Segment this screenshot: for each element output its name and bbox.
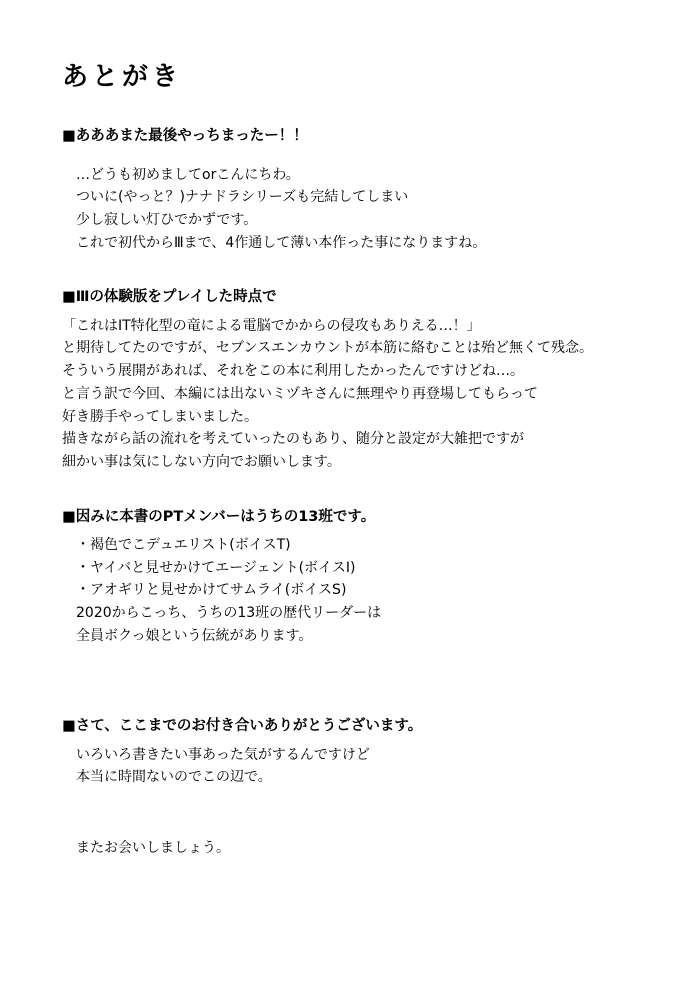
section-1-line-4: これで初代からⅢまで、4作通して薄い本作った事になりますね。 [76, 234, 487, 251]
closing-line: またお会いしましょう。 [76, 840, 230, 857]
spacer [62, 154, 636, 164]
section-2 [62, 286, 636, 473]
spacer [62, 276, 636, 286]
section-1-line-3: 少し寂しい灯ひでかずです。 [76, 212, 258, 228]
spacer [62, 496, 636, 506]
section-1 [62, 125, 636, 254]
section-3-line-1: ・褐色でこデュエリスト(ボイスT) [76, 536, 291, 553]
section-1-heading: ■あああまた最後やっちまったー！！ [62, 128, 308, 145]
section-2-line-5: 好き勝手やってしまいました。 [62, 408, 258, 425]
section-4-heading: ■さて、ここまでのお付き合いありがとうございます。 [62, 718, 423, 735]
section-3-line-4: 2020からこっち、うちの13班の歴代リーダーは [76, 605, 382, 621]
section-1-line-2: ついに(やっと？)ナナドラシリーズも完結してしまい [76, 189, 409, 206]
page-content [62, 62, 636, 860]
section-3-heading: ■因みに本書のPTメンバーはうちの13班です。 [62, 508, 376, 525]
section-3 [62, 506, 636, 648]
section-4 [62, 715, 636, 789]
section-3-line-2: ・ヤイバと見せかけてエージェント(ボイスI) [76, 559, 356, 576]
section-4-line-1: いろいろ書きたい事あった気がするんですけど [76, 746, 370, 763]
section-2-line-2: と期待してたのですが、セブンスエンカウントが本筋に絡むことは殆ど無くて残念。 [62, 340, 594, 357]
section-2-heading: ■Ⅲの体験版をプレイした時点で [62, 289, 277, 306]
section-2-line-3: そういう展開があれば、それをこの本に利用したかったんですけどね…。 [62, 363, 524, 380]
section-2-line-4: と言う訳で今回、本編には出ないミヅキさんに無理やり再登場してもらって [62, 385, 538, 402]
section-4-line-2: 本当に時間ないのでこの辺で。 [76, 769, 272, 786]
section-3-line-3: ・アオギリと見せかけてサムライ(ボイスS) [76, 582, 347, 599]
section-2-line-6: 描きながら話の流れを考えていったのもあり、随分と設定が大雑把ですが [62, 431, 524, 448]
section-1-line-1: …どうも初めましてorこんにちわ。 [76, 166, 300, 183]
section-2-line-1: 「これはIT特化型の竜による電脳でかからの侵攻もありえる…！」 [62, 317, 481, 334]
section-3-line-5: 全員ボクっ娘という伝統があります。 [76, 627, 313, 644]
page-title: あとがき [62, 62, 183, 92]
section-2-line-7: 細かい事は気にしない方向でお願いします。 [62, 453, 341, 470]
spacer [62, 811, 636, 837]
spacer [62, 669, 636, 715]
